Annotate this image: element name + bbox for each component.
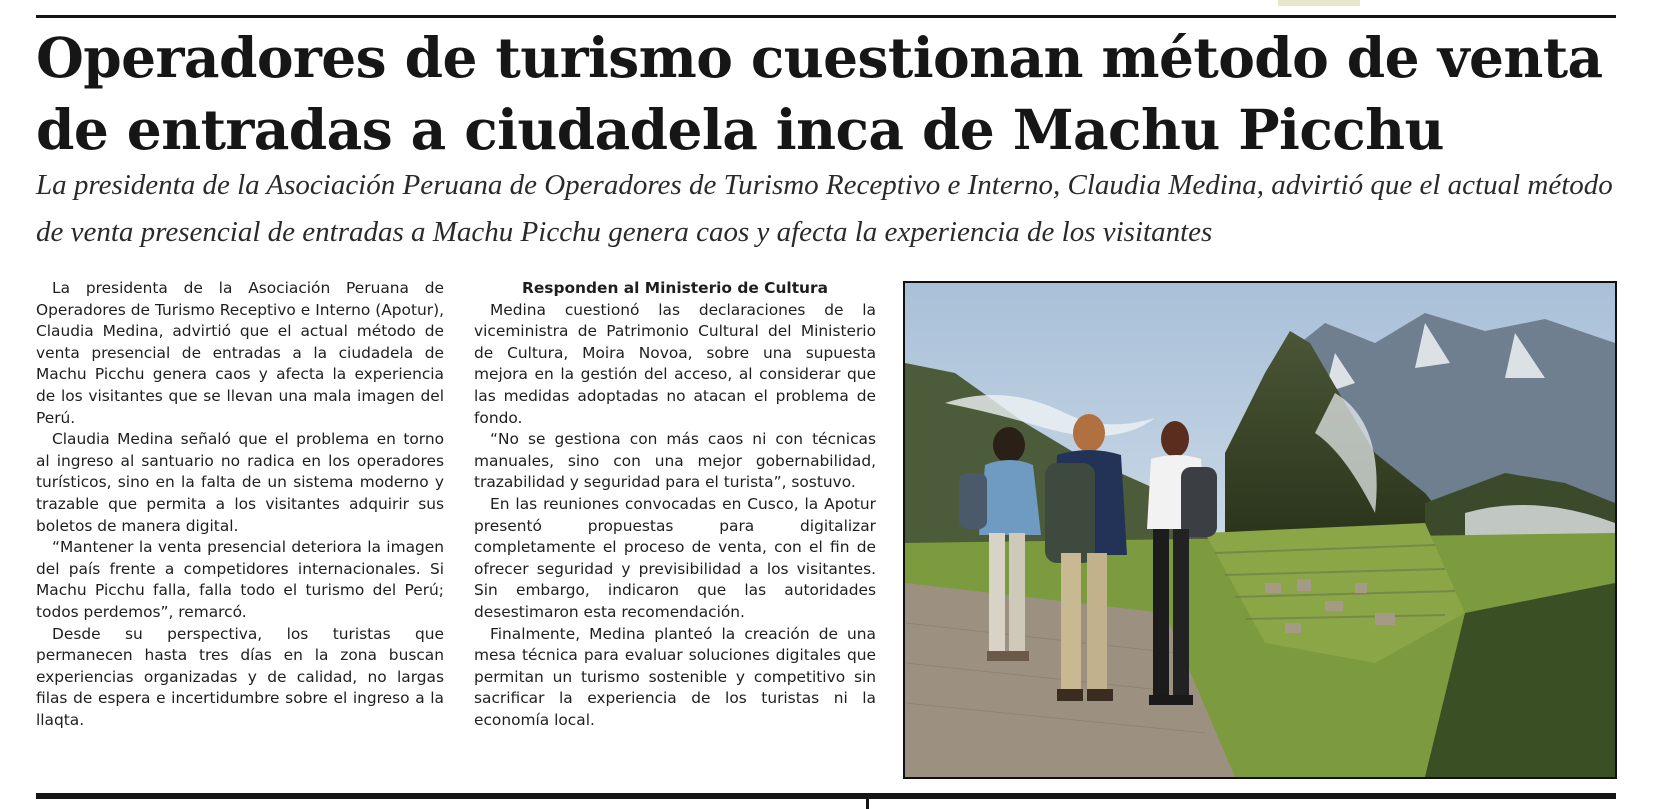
article-headline: Operadores de turismo cuestionan método de venta de entradas a ciudadela inca de Machu Picchu bbox=[36, 25, 1603, 162]
paragraph: “No se gestiona con más caos ni con técnicas manuales, sino con una mejor gobernabilidad, trazabilidad y seguridad para el turista”, sostuvo. bbox=[474, 430, 876, 492]
page-corner-fragment bbox=[1278, 0, 1360, 6]
paragraph: Medina cuestionó las declaraciones de la viceministra de Patrimonio Cultural del Ministerio de Cultura, Moira Novoa, sobre una supuesta mejora en la gestión del acceso, al considerar que las medidas adoptadas no atacan el problema de fondo. bbox=[474, 300, 876, 427]
article-column-1 bbox=[36, 278, 444, 731]
paragraph: La presidenta de la Asociación Peruana de Operadores de Turismo Receptivo e Interno (Apotur), Claudia Medina, advirtió que el actual método de venta presencial de entradas a la ciudadela de Machu Picchu genera caos y afecta la experiencia de los visitantes que se llevan una mala imagen del Perú. bbox=[36, 279, 444, 427]
machu-picchu-illustration bbox=[905, 283, 1615, 777]
next-article-headline-fragment bbox=[880, 800, 1620, 806]
paragraph: Desde su perspectiva, los turistas que permanecen hasta tres días en la zona buscan experiencias organizadas y de calidad, no largas filas de espera e incertidumbre sobre el ingreso a la llaqta. bbox=[36, 624, 444, 729]
bottom-rule bbox=[36, 793, 1616, 799]
paragraph: Claudia Medina señaló que el problema en torno al ingreso al santuario no radica en los operadores turísticos, sino en la falta de un sistema moderno y trazable que permita a los visitantes adquirir sus boletos de manera digital. bbox=[36, 430, 444, 535]
top-rule bbox=[36, 15, 1616, 18]
column-divider bbox=[866, 799, 869, 809]
article-photo bbox=[903, 281, 1617, 779]
paragraph: “Mantener la venta presencial deteriora la imagen del país frente a competidores internacionales. Si Machu Picchu falla, falla todo el turismo del Perú; todos perdemos”, remarcó. bbox=[36, 538, 444, 621]
section-subheading: Responden al Ministerio de Cultura bbox=[522, 279, 828, 297]
article-deck: La presidenta de la Asociación Peruana de Operadores de Turismo Receptivo e Interno, Claudia Medina, advirtió que el actual método de venta presencial de entradas a Machu Picchu genera caos y afecta la experiencia de los visitantes bbox=[36, 169, 1613, 248]
paragraph: En las reuniones convocadas en Cusco, la Apotur presentó propuestas para digitalizar completamente el proceso de venta, con el fin de ofrecer seguridad y previsibilidad a los visitantes. Sin embargo, indicaron que las autoridades desestimaron esta recomendación. bbox=[474, 494, 876, 621]
article-column-2 bbox=[474, 278, 876, 731]
paragraph: Finalmente, Medina planteó la creación de una mesa técnica para evaluar soluciones digitales que permitan un turismo sostenible y competitivo sin sacrificar la experiencia de los turistas ni la economía local. bbox=[474, 624, 876, 729]
